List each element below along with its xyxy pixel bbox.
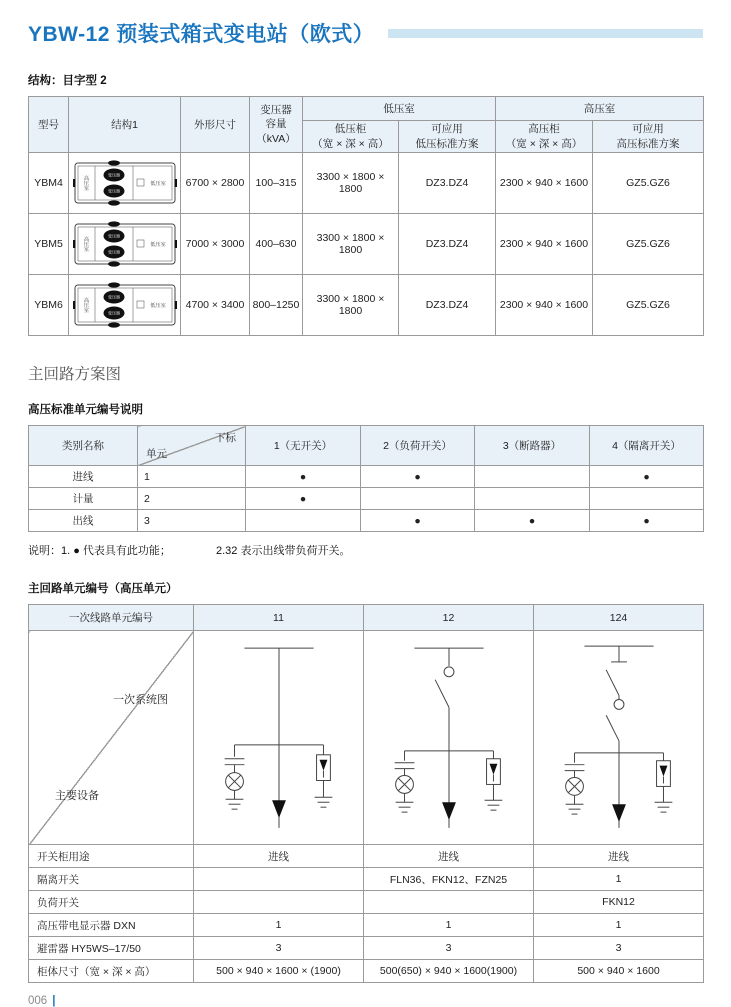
col-header-124: 124 — [534, 605, 704, 631]
dot-cell — [475, 466, 590, 488]
dot-cell: ● — [246, 488, 361, 510]
col-header-dimensions: 外形尺寸 — [181, 97, 250, 153]
unit-number-title: 主回路单元编号（高压单元） — [28, 583, 178, 595]
structure-note: 结构：目字型 2 — [28, 75, 107, 87]
row-label: 避雷器 HY5WS–17/50 — [29, 937, 194, 960]
note-2: 2.32 表示出线带负荷开关。 — [216, 545, 351, 557]
arrester-icon — [316, 754, 330, 780]
transformer-label: 变压器 — [107, 172, 120, 178]
value-cell: 500 × 940 × 1600 — [534, 960, 704, 983]
value-cell: 1 — [534, 914, 704, 937]
feeder-arrow — [272, 800, 286, 818]
lamp-icon — [395, 775, 413, 793]
page-title: YBW-12 预装式箱式变电站（欧式） — [28, 23, 375, 46]
table-row — [29, 845, 704, 868]
capacity-cell: 400–630 — [250, 214, 303, 275]
model-cell: YBM4 — [29, 153, 69, 214]
transformer-label: 变压器 — [107, 310, 120, 316]
hv-room-label: 高压室 — [82, 236, 89, 252]
notes-line — [28, 542, 703, 558]
hv-plan-cell: GZ5.GZ6 — [593, 275, 704, 336]
dot-cell — [246, 510, 361, 532]
page-number: 006 — [28, 995, 48, 1007]
dot-cell: ● — [361, 466, 475, 488]
lv-plan-cell: DZ3.DZ4 — [399, 275, 496, 336]
hv-cabinet-cell: 2300 × 940 × 1600 — [496, 153, 593, 214]
table-row — [29, 891, 704, 914]
dot-cell: ● — [590, 510, 704, 532]
unit-number-table — [28, 604, 704, 983]
feeder-arrow — [612, 804, 626, 822]
hv-cabinet-cell: 2300 × 940 × 1600 — [496, 214, 593, 275]
main-equipment-label: 主要设备 — [55, 790, 99, 802]
structure-diagram-cell — [69, 275, 181, 336]
ground-icon — [314, 797, 332, 807]
hv-unit-note-title: 高压标准单元编号说明 — [28, 404, 143, 416]
category-cell: 进线 — [29, 466, 138, 488]
hv-room-label: 高压室 — [82, 175, 89, 191]
hv-plan-cell: GZ5.GZ6 — [593, 214, 704, 275]
col-header-structure: 结构1 — [69, 97, 181, 153]
dimensions-cell: 6700 × 2800 — [181, 153, 250, 214]
diagonal-header-cell — [138, 426, 246, 466]
spec-row-ybm5 — [29, 214, 704, 275]
hv-room-label: 高压室 — [82, 297, 89, 313]
value-cell: FLN36、FKN12、FZN25 — [364, 868, 534, 891]
code-row-incoming — [29, 466, 704, 488]
table-row — [29, 868, 704, 891]
value-cell: 进线 — [194, 845, 364, 868]
value-cell: 3 — [534, 937, 704, 960]
table-row — [29, 914, 704, 937]
col-header-unit-number: 一次线路单元编号 — [29, 605, 194, 631]
dot-cell — [361, 488, 475, 510]
dot-cell: ● — [590, 466, 704, 488]
col-header-hv-cabinet: 高压柜 （宽 × 深 × 高） — [496, 121, 593, 153]
capacitor-icon — [394, 762, 414, 768]
ground-icon — [225, 799, 243, 809]
spec-row-ybm4 — [29, 153, 704, 214]
transformer-label: 变压器 — [107, 233, 120, 239]
footer-separator: | — [52, 995, 56, 1007]
ground-icon — [484, 800, 502, 810]
code-row-outgoing — [29, 510, 704, 532]
row-label: 柜体尺寸（宽 × 深 × 高） — [29, 960, 194, 983]
transformer-label: 变压器 — [107, 188, 120, 194]
ground-icon — [395, 802, 413, 812]
category-cell: 计量 — [29, 488, 138, 510]
unit-cell: 3 — [138, 510, 246, 532]
value-cell: 1 — [364, 914, 534, 937]
value-cell: 1 — [194, 914, 364, 937]
diagram-row — [29, 631, 704, 845]
value-cell: 500 × 940 × 1600 × (1900) — [194, 960, 364, 983]
lamp-icon — [565, 777, 583, 795]
value-cell: FKN12 — [534, 891, 704, 914]
disconnector-icon — [606, 661, 627, 695]
hv-plan-cell: GZ5.GZ6 — [593, 153, 704, 214]
note-1: 说明：1. ● 代表具有此功能； — [28, 545, 171, 557]
col-header-lv-cabinet: 低压柜 （宽 × 深 × 高） — [303, 121, 399, 153]
dot-cell — [475, 488, 590, 510]
circuit-cell-12 — [364, 631, 534, 845]
hv-cabinet-cell: 2300 × 940 × 1600 — [496, 275, 593, 336]
col-header-lv-plan: 可应用 低压标准方案 — [399, 121, 496, 153]
col-header-breaker: 3（断路器） — [475, 426, 590, 466]
dot-cell — [590, 488, 704, 510]
row-label: 开关柜用途 — [29, 845, 194, 868]
value-cell: 3 — [364, 937, 534, 960]
circuit-diagram-124 — [535, 633, 703, 843]
col-header-no-switch: 1（无开关） — [246, 426, 361, 466]
feeder-arrow — [442, 802, 456, 820]
table-row — [29, 937, 704, 960]
col-header-12: 12 — [364, 605, 534, 631]
circuit-cell-124 — [534, 631, 704, 845]
circuit-diagram-12 — [365, 633, 533, 843]
value-cell: 进线 — [364, 845, 534, 868]
substation-layout-icon — [73, 158, 177, 208]
circuit-diagram-11 — [195, 633, 363, 843]
dimensions-cell: 4700 × 3400 — [181, 275, 250, 336]
diag-bottom-label: 单元 — [146, 448, 167, 460]
col-header-11: 11 — [194, 605, 364, 631]
circuit-cell-11 — [194, 631, 364, 845]
primary-system-label: 一次系统图 — [113, 694, 168, 706]
lv-room-label: 低压室 — [149, 242, 166, 249]
transformer-label: 变压器 — [107, 294, 120, 300]
col-header-capacity: 变压器 容量 （kVA） — [250, 97, 303, 153]
value-cell: 进线 — [534, 845, 704, 868]
row-label: 隔离开关 — [29, 868, 194, 891]
value-cell: 3 — [194, 937, 364, 960]
capacitor-icon — [564, 764, 584, 770]
lv-plan-cell: DZ3.DZ4 — [399, 153, 496, 214]
unit-cell: 2 — [138, 488, 246, 510]
col-header-hv-plan: 可应用 高压标准方案 — [593, 121, 704, 153]
unit-cell: 1 — [138, 466, 246, 488]
value-cell — [194, 868, 364, 891]
dimensions-cell: 7000 × 3000 — [181, 214, 250, 275]
value-cell — [194, 891, 364, 914]
value-cell: 1 — [534, 868, 704, 891]
lv-room-label: 低压室 — [149, 303, 166, 310]
structure-diagram-cell — [69, 214, 181, 275]
spec-row-ybm6 — [29, 275, 704, 336]
ground-icon — [565, 804, 583, 814]
arrester-icon — [486, 758, 500, 784]
dot-cell: ● — [361, 510, 475, 532]
title-row — [28, 18, 703, 48]
capacity-cell: 800–1250 — [250, 275, 303, 336]
arrester-icon — [656, 760, 670, 786]
capacity-cell: 100–315 — [250, 153, 303, 214]
dot-cell: ● — [246, 466, 361, 488]
load-switch-icon — [606, 699, 624, 741]
col-header-lv-room: 低压室 — [303, 97, 496, 121]
dot-cell: ● — [475, 510, 590, 532]
title-accent-bar — [388, 29, 703, 38]
code-row-metering — [29, 488, 704, 510]
model-cell: YBM6 — [29, 275, 69, 336]
page-footer — [28, 995, 703, 1007]
spec-table — [28, 96, 704, 336]
lamp-icon — [225, 772, 243, 790]
load-switch-icon — [435, 666, 454, 707]
lv-cabinet-cell: 3300 × 1800 × 1800 — [303, 214, 399, 275]
row-label: 高压带电显示器 DXN — [29, 914, 194, 937]
lv-cabinet-cell: 3300 × 1800 × 1800 — [303, 153, 399, 214]
diag-top-label: 下标 — [215, 432, 236, 444]
capacitor-icon — [224, 758, 244, 764]
col-header-category: 类别名称 — [29, 426, 138, 466]
ground-icon — [654, 802, 672, 812]
lv-room-label: 低压室 — [149, 181, 166, 188]
diagram-legend-cell — [29, 631, 194, 845]
col-header-load-switch: 2（负荷开关） — [361, 426, 475, 466]
lv-plan-cell: DZ3.DZ4 — [399, 214, 496, 275]
row-label: 负荷开关 — [29, 891, 194, 914]
transformer-label: 变压器 — [107, 249, 120, 255]
substation-layout-icon — [73, 219, 177, 269]
structure-diagram-cell — [69, 153, 181, 214]
model-cell: YBM5 — [29, 214, 69, 275]
lv-cabinet-cell: 3300 × 1800 × 1800 — [303, 275, 399, 336]
col-header-hv-room: 高压室 — [496, 97, 704, 121]
value-cell: 500(650) × 940 × 1600(1900) — [364, 960, 534, 983]
value-cell — [364, 891, 534, 914]
col-header-model: 型号 — [29, 97, 69, 153]
category-cell: 出线 — [29, 510, 138, 532]
col-header-isolator: 4（隔离开关） — [590, 426, 704, 466]
section-title-main-circuit: 主回路方案图 — [28, 366, 122, 383]
substation-layout-icon — [73, 280, 177, 330]
table-row — [29, 960, 704, 983]
unit-code-table — [28, 425, 704, 532]
